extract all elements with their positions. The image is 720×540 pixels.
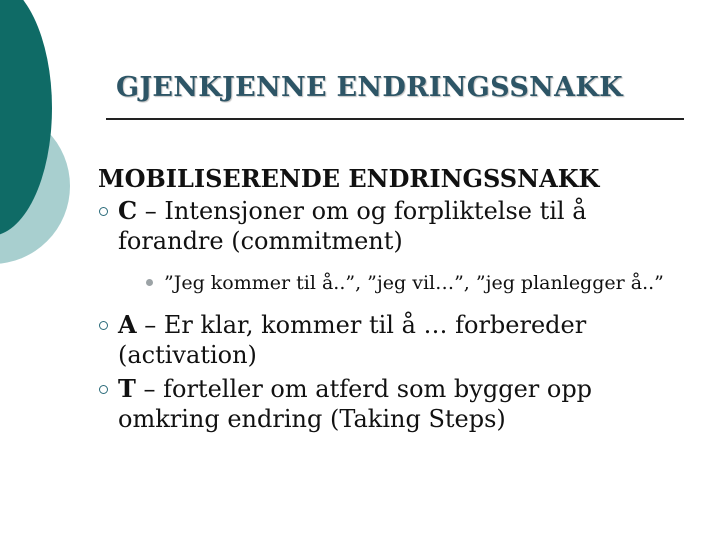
bullet-text: – Intensjoner om og forpliktelse til å forandre (commitment) — [118, 197, 587, 255]
sub-bullet-item — [146, 270, 698, 296]
sub-bullet-text: ”Jeg kommer til å..”, ”jeg vil…”, ”jeg planlegger å..” — [164, 272, 664, 294]
title-divider — [106, 118, 684, 120]
bullet-item-t — [98, 374, 698, 434]
ring-bullet-icon — [99, 321, 108, 330]
dot-bullet-icon — [146, 279, 153, 286]
slide-content — [98, 164, 698, 434]
decorative-circles — [0, 0, 110, 300]
bullet-letter: T — [118, 374, 136, 403]
slide-title: GJENKJENNE ENDRINGSSNAKK — [116, 72, 623, 103]
bullet-letter: C — [118, 196, 138, 225]
bullet-letter: A — [118, 310, 137, 339]
bullet-text: – forteller om atferd som bygger opp omkring endring (Taking Steps) — [118, 375, 593, 433]
ring-bullet-icon — [99, 207, 108, 216]
bullet-text: – Er klar, kommer til å … forbereder (activation) — [118, 311, 587, 369]
bullet-item-a — [98, 310, 698, 370]
ring-bullet-icon — [99, 385, 108, 394]
bullet-item-c — [98, 196, 698, 256]
section-heading: MOBILISERENDE ENDRINGSSNAKK — [98, 164, 600, 193]
